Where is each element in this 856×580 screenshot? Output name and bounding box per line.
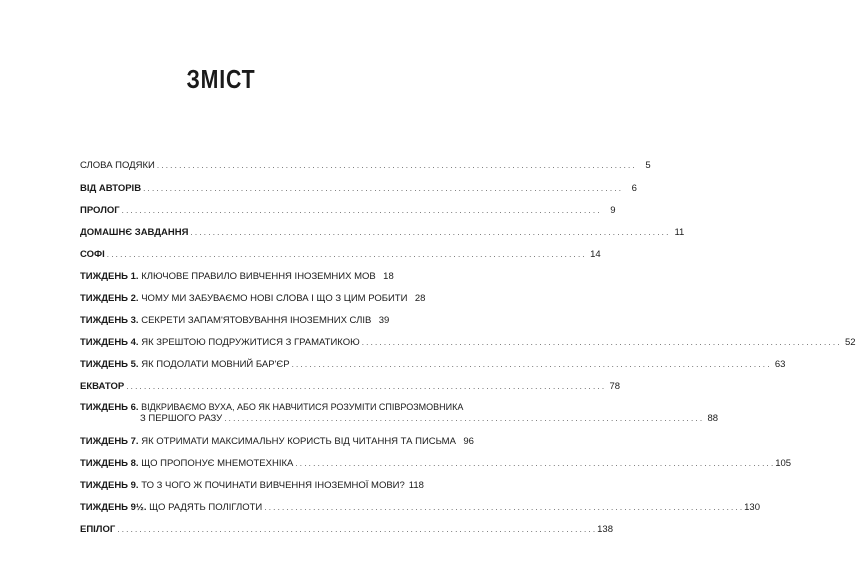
toc-page-number: 88	[707, 413, 719, 424]
toc-entry-title: ТО З ЧОГО Ж ПОЧИНАТИ ВИВЧЕННЯ ІНОЗЕМНОЇ МОВИ?	[141, 480, 405, 491]
toc-page-number: 52	[844, 337, 856, 348]
toc-entry	[80, 524, 613, 535]
dot-leader	[362, 337, 840, 348]
toc-page-number: 96	[463, 436, 474, 447]
dot-leader	[117, 524, 595, 535]
toc-entry	[80, 359, 786, 370]
toc-entry	[80, 480, 424, 491]
toc-entry-label: ТИЖДЕНЬ 2.	[80, 293, 139, 304]
toc-entry-label: ТИЖДЕНЬ 3.	[80, 315, 139, 326]
page-title: ЗМІСТ	[186, 64, 256, 94]
dot-leader	[107, 249, 585, 260]
toc-entry-label: ТИЖДЕНЬ 4.	[80, 337, 139, 348]
toc-entry	[80, 502, 760, 513]
toc-entry-label: СОФІ	[80, 249, 105, 260]
toc-page-number: 78	[609, 381, 621, 392]
toc-entry	[80, 160, 651, 171]
toc-entry-label: ТИЖДЕНЬ 9.	[80, 480, 139, 491]
toc-entry-title: КЛЮЧОВЕ ПРАВИЛО ВИВЧЕННЯ ІНОЗЕМНИХ МОВ	[141, 271, 376, 282]
dot-leader	[157, 160, 635, 171]
toc-page-number: 28	[414, 293, 426, 304]
toc-entry-label: ВІД АВТОРІВ	[80, 183, 142, 194]
toc-entry-label: ТИЖДЕНЬ 9½.	[80, 502, 147, 513]
toc-entry-title: ЯК ЗРЕШТОЮ ПОДРУЖИТИСЯ З ГРАМАТИКОЮ	[141, 337, 360, 348]
toc-page-number: 39	[378, 315, 390, 326]
dot-leader	[295, 458, 773, 469]
toc-entry	[80, 381, 621, 392]
toc-page-number: 9	[610, 205, 616, 216]
toc-entry-title: ЩО РАДЯТЬ ПОЛІГЛОТИ	[149, 502, 263, 513]
toc-page-number: 138	[597, 524, 613, 535]
toc-entry	[80, 249, 601, 260]
toc-entry	[80, 436, 474, 447]
dot-leader	[143, 183, 621, 194]
toc-entry-label: ДОМАШНЄ ЗАВДАННЯ	[80, 227, 189, 238]
dot-leader	[264, 502, 742, 513]
toc-page-number: 14	[590, 249, 601, 260]
toc-entry-title: ЯК ПОДОЛАТИ МОВНИЙ БАР'ЄР	[141, 359, 290, 370]
toc-page-number: 105	[775, 458, 792, 469]
toc-page-number: 18	[383, 271, 394, 282]
toc-entry-label: ЕКВАТОР	[80, 381, 125, 392]
toc-entry-label: ТИЖДЕНЬ 6.	[80, 402, 139, 413]
toc-entry-label: ТИЖДЕНЬ 7.	[80, 436, 139, 447]
toc-entry-label: ТИЖДЕНЬ 5.	[80, 359, 139, 370]
toc-entry	[80, 315, 390, 326]
toc-entry	[80, 402, 719, 424]
toc-entry-label: ТИЖДЕНЬ 1.	[80, 271, 139, 282]
toc-page-number: 11	[674, 227, 685, 238]
toc-page-number: 63	[774, 359, 786, 370]
toc-page-number: 130	[744, 502, 760, 513]
toc-entry-label: ЕПІЛОГ	[80, 524, 116, 535]
toc-entry-title: ВІДКРИВАЄМО ВУХА, АБО ЯК НАВЧИТИСЯ РОЗУМІТИ СПІВРОЗМОВНИКА	[141, 402, 464, 412]
dot-leader	[224, 413, 702, 424]
toc-entry	[80, 205, 616, 216]
toc-entry	[80, 227, 685, 238]
toc-entry-title: ЧОМУ МИ ЗАБУВАЄМО НОВІ СЛОВА І ЩО З ЦИМ РОБИТИ	[141, 293, 408, 304]
toc-entry-title: СЕКРЕТИ ЗАПАМ'ЯТОВУВАННЯ ІНОЗЕМНИХ СЛІВ	[141, 315, 372, 326]
toc-entry-label: ПРОЛОГ	[80, 205, 120, 216]
dot-leader	[122, 205, 600, 216]
toc-entry-title: ЩО ПРОПОНУЄ МНЕМОТЕХНІКА	[141, 458, 294, 469]
dot-leader	[292, 359, 770, 370]
toc-entry	[80, 337, 856, 348]
toc-entry	[80, 183, 637, 194]
dot-leader	[126, 381, 604, 392]
toc-entry-label: ТИЖДЕНЬ 8.	[80, 458, 139, 469]
dot-leader	[190, 227, 668, 238]
toc-entry-title: ЯК ОТРИМАТИ МАКСИМАЛЬНУ КОРИСТЬ ВІД ЧИТАННЯ ТА ПИСЬМА	[141, 436, 456, 447]
toc-page-number: 5	[645, 160, 651, 171]
toc-entry	[80, 293, 426, 304]
toc-entry-title-continued: З ПЕРШОГО РАЗУ	[140, 413, 223, 424]
toc-entry	[80, 271, 394, 282]
toc-page-number: 118	[408, 480, 424, 491]
toc-page-number: 6	[631, 183, 637, 194]
toc-entry	[80, 458, 792, 469]
toc-entry-label: СЛОВА ПОДЯКИ	[80, 160, 155, 171]
